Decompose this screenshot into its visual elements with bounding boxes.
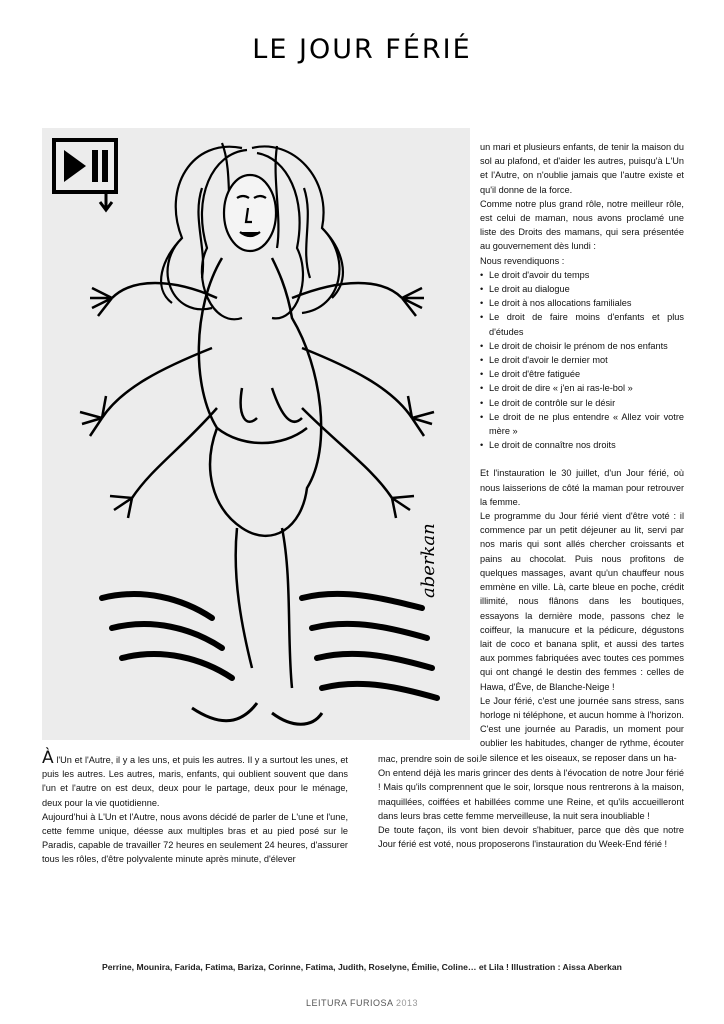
- paragraph: De toute façon, ils vont bien devoir s'habituer, parce que dès que notre Jour férié est voté, nous proposerons l'instauration du Week-End férié !: [378, 825, 684, 850]
- list-item: • Le droit de choisir le prénom de nos enfants: [480, 339, 684, 353]
- list-item: • Le droit d'avoir du temps: [480, 268, 684, 282]
- list-item: • Le droit à nos allocations familiales: [480, 296, 684, 310]
- drop-cap: À: [42, 748, 54, 768]
- paragraph: Et l'instauration le 30 juillet, d'un Jour férié, où nous laisserions de côté la maman pour retrouver la femme.: [480, 468, 684, 507]
- publication-year: 2013: [396, 998, 419, 1008]
- multi-armed-woman-drawing: [42, 128, 470, 740]
- paragraph: Aujourd'hui à L'Un et l'Autre, nous avons décidé de parler de L'une et l'une, cette femme unique, déesse aux multiples bras et au pied posé sur le Paradis, capable de travailler 72 heures en seulement 24 heures, d'assurer tous les rôles, d'être polyvalente minute après minute, d'élever: [42, 811, 348, 865]
- paragraph: On entend déjà les maris grincer des dents à l'évocation de notre Jour férié ! Mais qu'ils comprennent que le soir, lorsque nous rentrerons à la maison, maquillées, coiffées et habillées comme une Reine, et qu'ils accueilleront dans leurs bras cette femme merveilleuse, la nuit sera inoubliable !: [378, 768, 684, 821]
- paragraph: Comme notre plus grand rôle, notre meilleur rôle, est celui de maman, nous avons proclamé une liste des Droits des mamans, qui sera présentée au gouvernement dès lundi :: [480, 198, 684, 252]
- intro-paragraph: [42, 748, 348, 810]
- list-item: • Le droit au dialogue: [480, 282, 684, 296]
- paragraph-text: l'Un et l'Autre, il y a les uns, et puis les autres. Il y a surtout les unes, et puis les autres. Les autres, maris, enfants, qui oublient souvent que dans l'un et l'autre on est deux, deux pour le partage, deux pour le ménage, deux pour la vie quotidienne.: [42, 755, 348, 808]
- paragraph: Le Jour férié, c'est une journée sans stress, sans horloge ni téléphone, et aucun homme à l'horizon. C'est une journée au Paradis, un moment pour oublier les habitudes, changer de rythme, écouter le silence et les oiseaux, se reposer dans un ha-: [480, 695, 684, 763]
- rights-list: [480, 268, 684, 453]
- list-item: • Le droit de faire moins d'enfants et plus d'études: [480, 310, 684, 338]
- publication-name: LEITURA FURIOSA: [305, 998, 393, 1008]
- list-item: • Le droit de connaître nos droits: [480, 438, 684, 452]
- paragraph: Le programme du Jour férié vient d'être voté : il commence par un petit déjeuner au lit, servi par nos maris qui sont allés chercher croissants et pains au chocolat. Puis nous profitons de quelques massages, avant qu'un chauffeur nous emmène en ville. Là, carte bleue en poche, crédit illimité, nous flânons dans les boutiques, essayons la dernière mode, passons chez le coiffeur, la manucure et la pédicure, dégustons lait de coco et banana split, et aussi des tartes aux pommes fabriquées avec toutes ces pommes qui ont changé le destin des femmes : celles de Hawa, d'Ève, de Blanche-Neige !: [480, 511, 684, 692]
- right-column: [480, 140, 684, 765]
- list-item: • Le droit de dire « j'en ai ras-le-bol »: [480, 381, 684, 395]
- footer: [0, 998, 724, 1008]
- artist-signature: aberkan: [418, 523, 439, 598]
- illustration: [42, 128, 470, 740]
- list-item: • Le droit de ne plus entendre « Allez voir votre mère »: [480, 410, 684, 438]
- bottom-middle-column: [378, 752, 684, 851]
- paragraph: mac, prendre soin de soi.: [378, 754, 482, 764]
- page-title: LE JOUR FÉRIÉ: [252, 34, 472, 65]
- list-item: • Le droit d'être fatiguée: [480, 367, 684, 381]
- bottom-left-column: [42, 748, 348, 867]
- paragraph: Nous revendiquons :: [480, 255, 565, 266]
- list-item: • Le droit d'avoir le dernier mot: [480, 353, 684, 367]
- paragraph: un mari et plusieurs enfants, de tenir la maison du sol au plafond, et d'aider les autres, puisqu'à L'Un et l'Autre, on n'oublie jamais que l'autre existe et qu'il donne de la force.: [480, 142, 684, 195]
- list-item: • Le droit de contrôle sur le désir: [480, 396, 684, 410]
- credits-line: Perrine, Mounira, Farida, Fatima, Bariza, Corinne, Fatima, Judith, Roselyne, Émilie, Coline… et Lila ! Illustration : Aissa Aberkan: [102, 962, 622, 972]
